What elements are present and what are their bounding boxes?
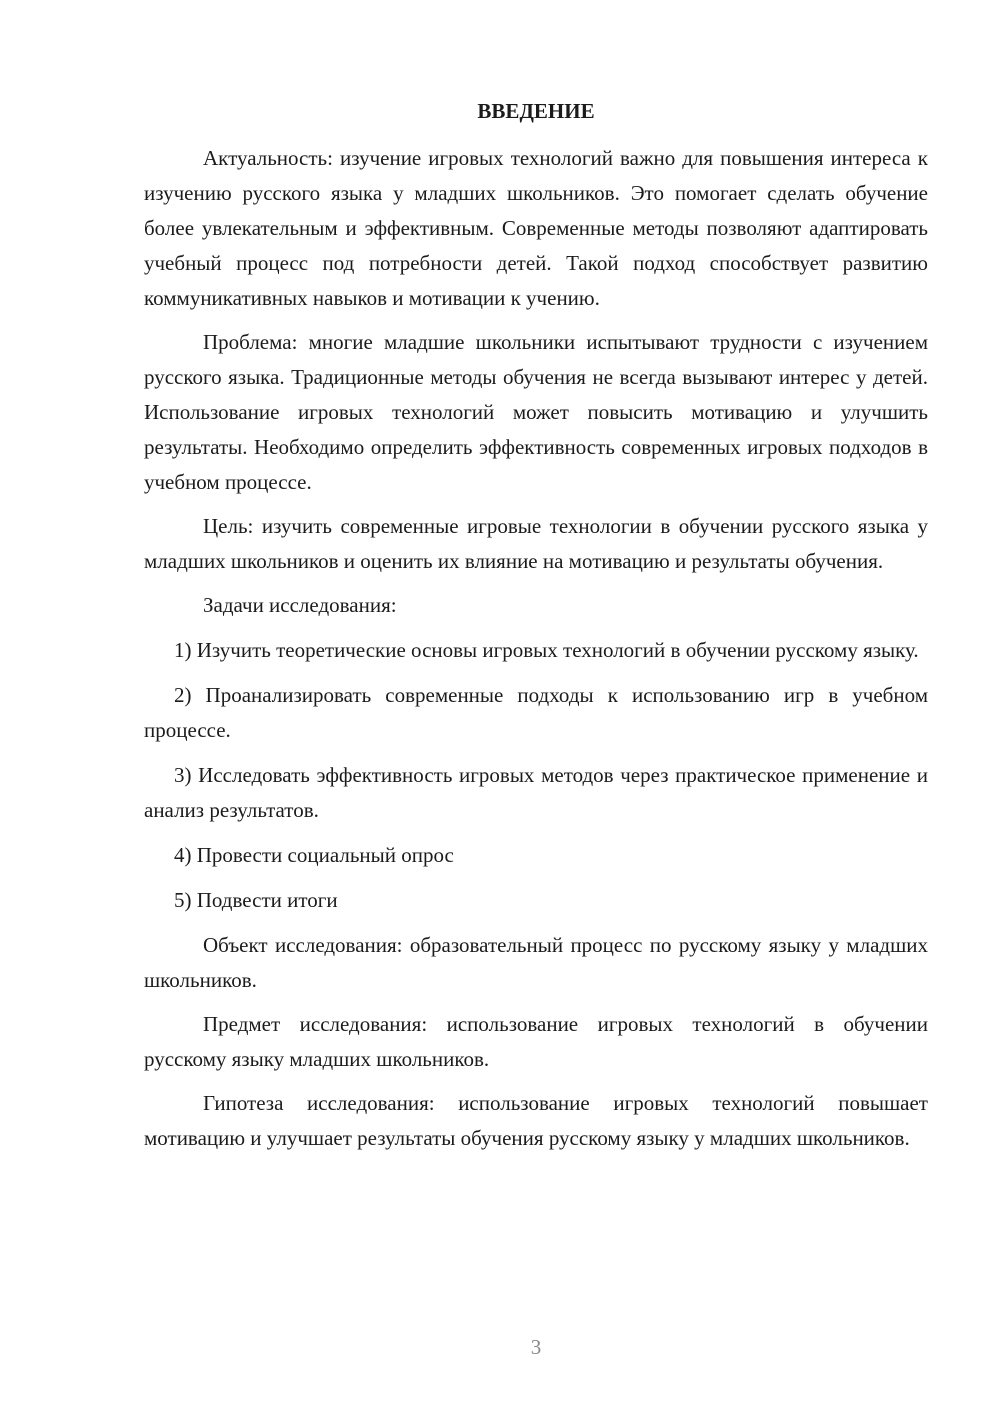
task-item-4: 4) Провести социальный опрос xyxy=(174,843,454,867)
object-paragraph: Объект исследования: образовательный процесс по русскому языку у младших школьников. xyxy=(144,933,928,992)
problem-paragraph: Проблема: многие младшие школьники испытывают трудности с изучением русского языка. Традиционные методы обучения не всегда вызывают интерес у детей. Использование игровых технологий может повысить мотивацию и улучшить результаты. Необходимо определить эффективность современных игровых подходов в учебном процессе. xyxy=(144,330,928,494)
goal-paragraph: Цель: изучить современные игровые технологии в обучении русского языка у младших школьников и оценить их влияние на мотивацию и результаты обучения. xyxy=(144,514,928,573)
hypothesis-paragraph: Гипотеза исследования: использование игровых технологий повышает мотивацию и улучшает результаты обучения русскому языку у младших школьников. xyxy=(144,1091,928,1150)
subject-paragraph: Предмет исследования: использование игровых технологий в обучении русскому языку младших школьников. xyxy=(144,1012,928,1071)
task-item-3: 3) Исследовать эффективность игровых методов через практическое применение и анализ результатов. xyxy=(144,763,928,822)
task-item-1: 1) Изучить теоретические основы игровых технологий в обучении русскому языку. xyxy=(174,638,919,662)
task-item-5: 5) Подвести итоги xyxy=(174,888,338,912)
page-title: ВВЕДЕНИЕ xyxy=(477,99,595,123)
page-number: 3 xyxy=(530,1335,542,1359)
tasks-heading: Задачи исследования: xyxy=(203,593,397,617)
task-item-2: 2) Проанализировать современные подходы к использованию игр в учебном процессе. xyxy=(144,683,928,742)
relevance-paragraph: Актуальность: изучение игровых технологий важно для повышения интереса к изучению русского языка у младших школьников. Это помогает сделать обучение более увлекательным и эффективным. Современные методы позволяют адаптировать учебный процесс под потребности детей. Такой подход способствует развитию коммуникативных навыков и мотивации к учению. xyxy=(144,146,928,310)
